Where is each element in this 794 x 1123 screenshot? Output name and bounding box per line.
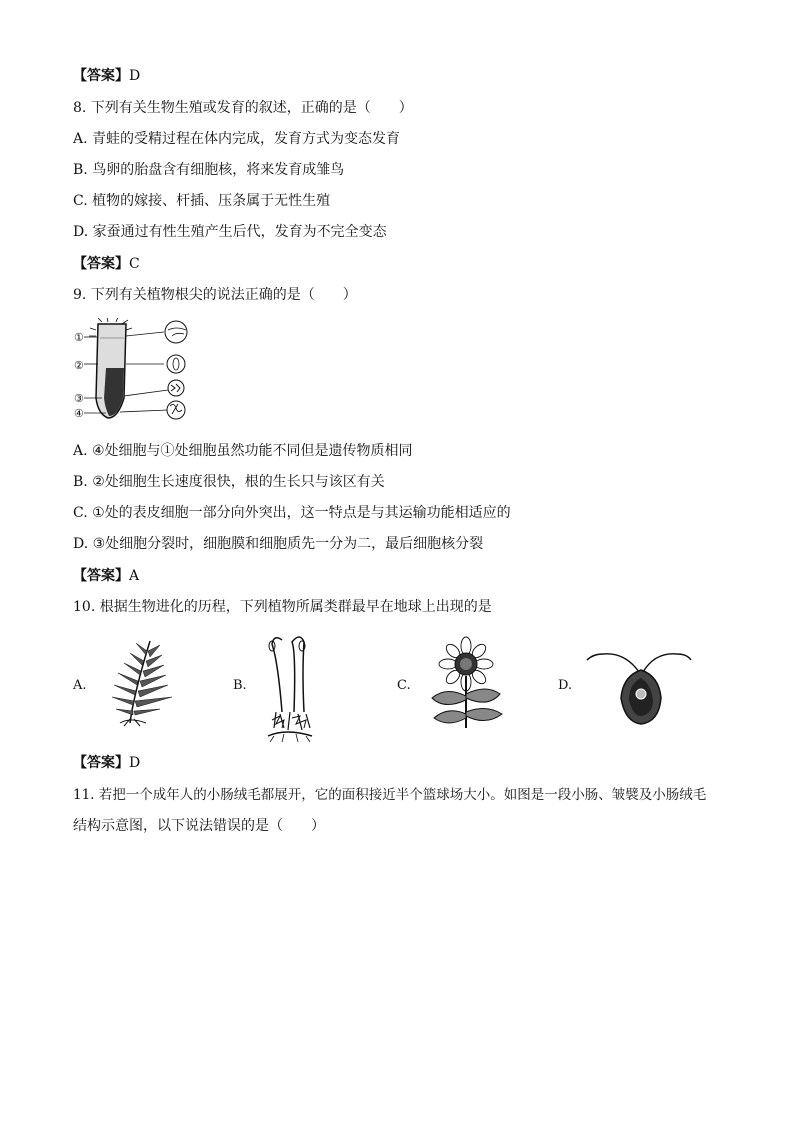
q10-option-c-label: C.: [397, 678, 411, 693]
q8-option-c: C. 植物的嫁接、杆插、压条属于无性生殖: [73, 193, 331, 209]
answer-value: A: [129, 568, 140, 584]
q11-stem-line1: 11. 若把一个成年人的小肠绒毛都展开，它的面积接近半个篮球场大小。如图是一段小肠、皱襞及小肠绒毛: [73, 787, 707, 803]
q9-option-a: A. ④处细胞与①处细胞虽然功能不同但是遗传物质相同: [73, 443, 413, 459]
q10-option-d-label: D.: [558, 678, 573, 693]
answer-value: D: [129, 755, 141, 771]
q11-stem-line2: 结构示意图，以下说法错误的是（ ）: [73, 818, 325, 834]
figure-label-2: ②: [74, 359, 84, 372]
root-tip-figure: [72, 318, 192, 424]
q8-stem: 8. 下列有关生物生殖或发育的叙述，正确的是（ ）: [73, 100, 413, 116]
answer-tag: 【答案】: [73, 256, 129, 272]
q10-answer: [73, 754, 140, 772]
q9-answer: [73, 567, 139, 585]
fern-icon: [100, 633, 180, 728]
q9-option-b: B. ②处细胞生长速度很快，根的生长只与该区有关: [73, 474, 385, 490]
figure-label-3: ③: [74, 392, 84, 405]
q7-answer: [73, 67, 140, 85]
q9-option-c: C. ①处的表皮细胞一部分向外突出，这一特点是与其运输功能相适应的: [73, 505, 511, 521]
q9-stem: 9. 下列有关植物根尖的说法正确的是（ ）: [73, 287, 357, 303]
q8-option-b: B. 鸟卵的胎盘含有细胞核，将来发育成雏鸟: [73, 162, 345, 178]
figure-label-4: ④: [74, 407, 84, 420]
q10-stem: 10. 根据生物进化的历程，下列植物所属类群最早在地球上出现的是: [73, 599, 492, 615]
q10-option-b-label: B.: [233, 678, 247, 693]
q8-answer: [73, 255, 140, 273]
q8-option-a: A. 青蛙的受精过程在体内完成，发育方式为变态发育: [73, 131, 401, 147]
answer-tag: 【答案】: [73, 568, 129, 584]
figure-label-1: ①: [74, 331, 84, 344]
answer-value: D: [129, 68, 141, 84]
q10-option-a-label: A.: [73, 678, 87, 693]
moss-icon: [262, 632, 330, 742]
answer-tag: 【答案】: [73, 68, 129, 84]
chlamydomonas-icon: [585, 648, 695, 726]
answer-value: C: [129, 256, 140, 272]
q9-option-d: D. ③处细胞分裂时，细胞膜和细胞质先一分为二，最后细胞核分裂: [73, 536, 484, 552]
q8-option-d: D. 家蚕通过有性生殖产生后代，发育为不完全变态: [73, 224, 387, 240]
root-tip-icon: [72, 318, 192, 424]
answer-tag: 【答案】: [73, 755, 129, 771]
sunflower-icon: [428, 636, 504, 728]
